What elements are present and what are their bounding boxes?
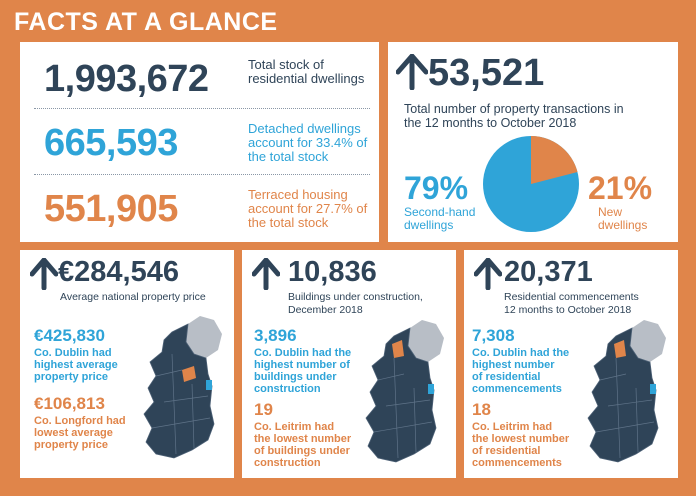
- arrow-up-icon: [396, 54, 428, 90]
- lowest-buildings-text-line3: of buildings under: [254, 445, 350, 457]
- commencements-description-line2: 12 months to October 2018: [504, 304, 632, 316]
- dwelling-stock-panel: [20, 42, 379, 242]
- lowest-commencements-value: 18: [472, 400, 491, 419]
- highest-buildings-text-line2: highest number of: [254, 359, 350, 371]
- stat-description: Terraced housing account for 27.7% of the total stock: [248, 187, 368, 230]
- stat-value: 1,993,672: [44, 58, 209, 100]
- property-price-panel: [20, 250, 234, 478]
- highest-commencements-text-line1: Co. Dublin had the: [472, 347, 570, 359]
- lowest-price-text-line3: property price: [34, 439, 108, 451]
- arrow-up-icon: [30, 258, 58, 290]
- lowest-buildings-text-line2: the lowest number: [254, 433, 352, 445]
- transactions-description-line1: Total number of property transactions in: [404, 102, 624, 116]
- highest-buildings-text-line4: construction: [254, 383, 321, 395]
- ireland-map-icon: [364, 318, 446, 468]
- highest-commencements-text-line4: commencements: [472, 383, 562, 395]
- lowest-commencements-text-line3: of residential: [472, 445, 541, 457]
- transactions-value: 53,521: [428, 52, 545, 94]
- divider: [34, 174, 370, 175]
- arrow-up-icon: [252, 258, 280, 290]
- lowest-commencements-text-line4: commencements: [472, 457, 562, 469]
- highest-price-text-line3: property price: [34, 371, 108, 383]
- highest-buildings-text-line3: buildings under: [254, 371, 337, 383]
- new-label-line2: dwellings: [598, 218, 648, 232]
- buildings-description-line1: Buildings under construction,: [288, 291, 423, 303]
- price-description: Average national property price: [60, 291, 206, 303]
- lowest-buildings-text-line1: Co. Leitrim had: [254, 421, 335, 433]
- new-label-line1: New: [598, 205, 623, 219]
- buildings-description-line2: December 2018: [288, 304, 363, 316]
- commencements-value: 20,371: [504, 256, 593, 288]
- highest-buildings-text-line1: Co. Dublin had the: [254, 347, 352, 359]
- divider: [34, 108, 370, 109]
- highest-buildings-value: 3,896: [254, 326, 297, 345]
- page-title: FACTS AT A GLANCE: [14, 8, 278, 36]
- lowest-commencements-text-line2: the lowest number: [472, 433, 570, 445]
- second-hand-label-line2: dwellings: [404, 218, 454, 232]
- lowest-price-text-line2: lowest average: [34, 427, 113, 439]
- stat-description: Detached dwellings account for 33.4% of the total stock: [248, 121, 368, 164]
- second-hand-percent: 79%: [404, 170, 469, 206]
- transactions-pie-chart: [481, 134, 581, 234]
- arrow-up-icon: [474, 258, 502, 290]
- second-hand-label-line1: Second-hand: [404, 205, 476, 219]
- new-percent: 21%: [588, 170, 653, 206]
- buildings-panel: [242, 250, 456, 478]
- ireland-map-icon: [142, 314, 224, 464]
- lowest-buildings-text-line4: construction: [254, 457, 321, 469]
- price-value: €284,546: [58, 256, 179, 288]
- buildings-value: 10,836: [288, 256, 377, 288]
- lowest-commencements-text-line1: Co. Leitrim had: [472, 421, 553, 433]
- commencements-description-line1: Residential commencements: [504, 291, 639, 303]
- stat-value: 551,905: [44, 188, 178, 230]
- highest-price-text-line1: Co. Dublin had: [34, 347, 112, 359]
- highest-price-text-line2: highest average: [34, 359, 118, 371]
- highest-commencements-value: 7,308: [472, 326, 515, 345]
- ireland-map-icon: [586, 318, 668, 468]
- stat-description: Total stock of residential dwellings: [248, 57, 365, 86]
- stat-value: 665,593: [44, 122, 178, 164]
- lowest-price-text-line1: Co. Longford had: [34, 415, 126, 427]
- highest-commencements-text-line2: highest number: [472, 359, 555, 371]
- commencements-panel: [464, 250, 678, 478]
- highest-commencements-text-line3: of residential: [472, 371, 541, 383]
- transactions-description-line2: the 12 months to October 2018: [404, 116, 577, 130]
- transactions-panel: [388, 42, 678, 242]
- lowest-buildings-value: 19: [254, 400, 273, 419]
- lowest-price-value: €106,813: [34, 394, 105, 413]
- highest-price-value: €425,830: [34, 326, 105, 345]
